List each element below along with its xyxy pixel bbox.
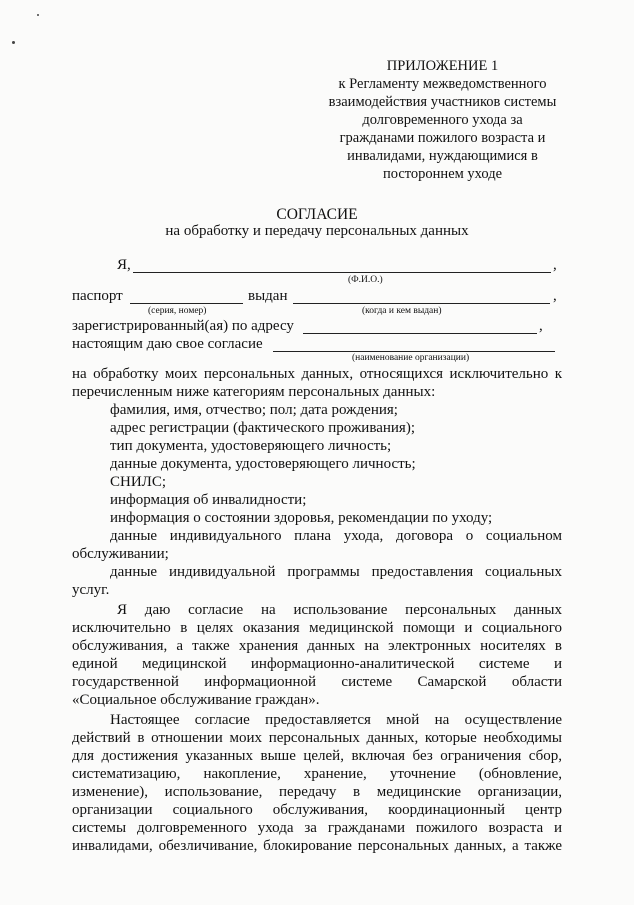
address-field[interactable]: [303, 333, 537, 334]
fio-hint: (Ф.И.О.): [348, 275, 383, 285]
list-item: адрес регистрации (фактического проживания);: [110, 420, 415, 436]
list-item: данные документа, удостоверяющего личность;: [110, 456, 416, 472]
consent-label: настоящим даю свое согласие: [72, 336, 263, 352]
scan-speck: [12, 41, 15, 44]
paragraph-line: «Социальное обслуживание граждан».: [72, 692, 320, 708]
list-item: информация об инвалидности;: [110, 492, 307, 508]
list-item: СНИЛС;: [110, 474, 167, 490]
address-comma: ,: [539, 318, 543, 334]
registered-label: зарегистрированный(ая) по адресу: [72, 318, 294, 334]
paragraph-line: изменение), использование, передачу в медицинские организации,: [72, 784, 562, 800]
fio-field[interactable]: [133, 272, 551, 273]
organization-field[interactable]: [273, 351, 555, 352]
fio-comma: ,: [553, 257, 557, 273]
annex-line: инвалидами, нуждающимися в: [347, 148, 538, 164]
paragraph-line: обслуживания, а также хранения данных на электронных носителях в: [72, 638, 562, 654]
paragraph-line: Настоящее согласие предоставляется мной на осуществление: [110, 712, 562, 728]
annex-line: постороннем уходе: [382, 166, 503, 182]
list-item-cont: обслуживании;: [72, 546, 169, 562]
paragraph-line: систематизацию, накопление, хранение, уточнение (обновление,: [72, 766, 562, 782]
paragraph-line: государственной информационной системе Самарской области: [72, 674, 562, 690]
i-label: Я,: [117, 257, 131, 273]
issued-by-field[interactable]: [293, 303, 550, 304]
list-item: фамилия, имя, отчество; пол; дата рождения;: [110, 402, 398, 418]
paragraph-line: организации социального обслуживания, координационный центр: [72, 802, 562, 818]
issued-comma: ,: [553, 288, 557, 304]
paragraph-line: системы долговременного ухода за гражданами пожилого возраста и: [72, 820, 562, 836]
paragraph-line: единой медицинской информационно-аналитической системе и: [72, 656, 562, 672]
list-item-cont: услуг.: [72, 582, 110, 598]
issued-label: выдан: [248, 288, 288, 304]
annex-title: ПРИЛОЖЕНИЕ 1: [386, 58, 499, 74]
org-hint: (наименование организации): [352, 353, 470, 363]
passport-label: паспорт: [72, 288, 123, 304]
paragraph-line: для достижения указанных выше целей, включая без ограничения сбор,: [72, 748, 562, 764]
series-hint: (серия, номер): [148, 306, 207, 316]
annex-line: к Регламенту межведомственного: [338, 76, 547, 92]
list-item: информация о состоянии здоровья, рекомендации по уходу;: [110, 510, 493, 526]
paragraph-line: исключительно в целях оказания медицинской помощи и социального: [72, 620, 562, 636]
paragraph-line: инвалидами, обезличивание, блокирование персональных данных, а также: [72, 838, 562, 854]
paragraph-line: Я даю согласие на использование персональных данных: [117, 602, 562, 618]
paragraph-line: действий в отношении моих персональных данных, которые необходимы: [72, 730, 562, 746]
intro-line: на обработку моих персональных данных, относящихся исключительно к: [72, 366, 562, 382]
list-item: данные индивидуального плана ухода, договора о социальном: [110, 528, 562, 544]
annex-line: долговременного ухода за: [362, 112, 523, 128]
annex-line: гражданами пожилого возраста и: [339, 130, 546, 146]
consent-title: СОГЛАСИЕ: [276, 206, 358, 223]
consent-subtitle: на обработку и передачу персональных данных: [165, 223, 469, 239]
scan-speck: [37, 14, 39, 16]
annex-line: взаимодействия участников системы: [328, 94, 557, 110]
list-item: тип документа, удостоверяющего личность;: [110, 438, 392, 454]
list-item: данные индивидуальной программы предоставления социальных: [110, 564, 562, 580]
intro-line: перечисленным ниже категориям персональных данных:: [72, 384, 436, 400]
passport-series-field[interactable]: [130, 303, 243, 304]
issued-hint: (когда и кем выдан): [362, 306, 442, 316]
